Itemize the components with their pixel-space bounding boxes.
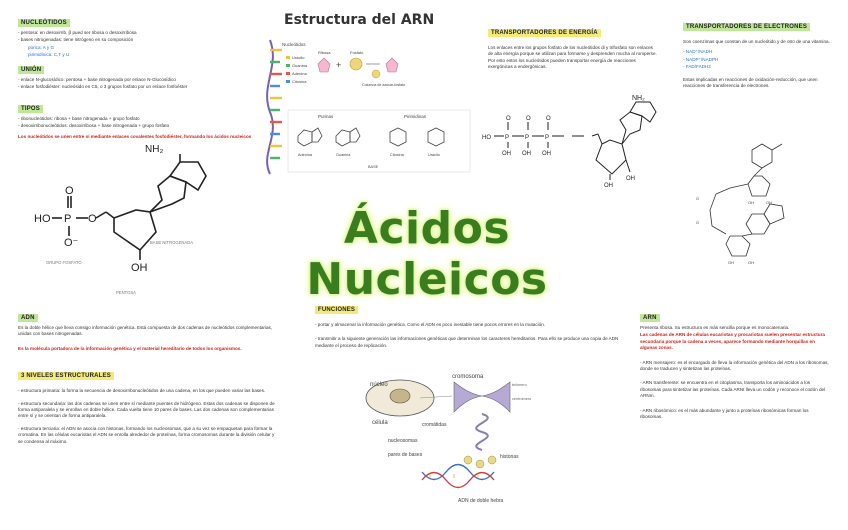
electrones-item-3: - FAD/FADH2 [683,64,711,70]
arn-text: Presenta ribosa. Su estructura es más sencilla porque es monocatenaria. [640,325,790,330]
nivel-primaria: - estructura primaria: la forma la secuencia de desoxirribonucleótidos de una cadena, en los que pueden variar las bases. [18,388,266,394]
transportadores-energia-section [488,21,658,72]
ribosa-label: Ribosa [318,50,331,55]
svg-text:O: O [696,196,700,201]
label-pares: pares de bases [388,452,423,458]
nivel-terciaria: - estructura terciaria: el ADN se asocia con histonas, formando los nucleosomas, que a su vez se empaquetan para formar la cromatina. En las células eucariotas el ADN se enrolla alrededor de proteínas, forma cromosomas durante la división celular y se condensa al máximo. [18,425,275,444]
atp-oh1-label: OH [502,151,511,157]
atp-ho-label: HO [482,135,491,141]
atp-o1-label: O [506,116,511,122]
pirimidinas-label: Pirimidinas [404,114,427,119]
svg-text:OH: OH [748,260,754,265]
o-bridge-label: O [88,213,97,225]
nad-structure-diagram [690,140,840,270]
tipos-line-1: - ribonucleótidos: ribosa + base nitrogenada + grupo fosfato [18,116,140,121]
svg-text:OH: OH [748,200,754,205]
arn-heading: ARN [640,314,660,322]
transportadores-electrones-section [683,15,833,90]
nucleotide-structure-diagram [30,140,260,300]
atp-oh3-label: OH [542,151,551,157]
union-line-2: - enlace fosfodiéster: nucleósido en C5, o 3 grupos fosfato por un enlace fosfoéster [18,84,188,90]
adn-section [18,306,280,446]
label-celula: célula [372,420,388,426]
atp-o2-label: O [526,116,531,122]
arn-section [640,306,830,421]
legend-heading: Nucleótidos [282,42,306,47]
atp-oh4-label: OH [604,183,613,189]
fosfato-label: Fosfato [350,50,364,55]
transportadores-electrones-heading: TRANSPORTADORES DE ELECTRONES [683,23,810,31]
legend-citosina: Citosina [292,79,307,84]
main-title: Ácidos Nucleicos [306,203,548,305]
tipos-section [18,97,263,141]
label-nucleosomas: nucleosomas [388,438,418,444]
svg-text:OH: OH [728,260,734,265]
chromosome-diagram [362,368,562,518]
nh2-label: NH₂ [145,144,164,155]
niveles-heading: 3 NIVELES ESTRUCTURALES [18,372,114,380]
grupo-fosfato-caption: GRUPO FOSFATO [46,260,82,265]
pentosa-caption: PENTOSA [116,290,136,295]
legend-uracilo: Uracilo [292,55,305,60]
tipos-line-2: - desoxirribonucleótidos: desoxirribosa + base nitrogenada + grupo fosfato [18,123,170,129]
purina-adenina: Adenina [298,153,312,157]
oh-label: OH [131,262,148,274]
nucleotidos-section [18,11,258,60]
tipos-heading: TIPOS [18,105,43,113]
o-minus-label: O⁻ [64,237,79,249]
electrones-item-1: - NAD⁺/NADH [683,49,713,55]
arn-structure-diagram [258,36,476,176]
arn-red-text: Las cadenas de ARN de células eucariotas y procariotas suelen presentar estructura secundaria porque la cadena a veces, aparece formando mediante horquillas en algunas zonas. [640,332,825,351]
arn-item-mensajero: - ARN mensajero: es el encargado de lleva la información genética del ADN a los ribosomas, donde se traducen y sintetizan las proteínas. [640,359,829,372]
nivel-secundaria: - estructura secundaria: las dos cadenas se unen entre sí mediante puentes de hidrógeno. Estas dos cadenas se disponen de forma antiparalela y se enrollan en doble hélice. Cada vuelta tiene 10 pares de bases. Las dos cadenas son complementarias entre sí y se orientan de forma antiparalela. [18,400,275,419]
atp-p2-label: P [525,135,530,141]
transportadores-electrones-text: Son coenzimas que constan de un nucleótido y de otro de una vitamina. [683,39,830,44]
label-adn-doble: ADN de doble hebra [458,498,504,504]
funciones-section [315,298,625,350]
label-cromatidas: cromátidas [422,422,447,428]
label-telomero: telómero [512,383,527,387]
adn-text: Es la doble hélice que lleva consigo información genética. Está compuesta de dos cadenas de nucleótidos complementarias, unidas con bases nitrogenadas. [18,325,273,337]
label-centromero: centrómero [512,397,532,401]
union-heading: UNIÓN [18,66,44,74]
svg-text:OH: OH [766,200,772,205]
label-nucleo: núcleo [370,382,388,388]
transportadores-electrones-text2: Estas implicadas en reacciones de oxidación-reducción, que unen reacciones de transferencia de electrones. [683,76,818,89]
union-line-1: - enlace N-glucosídico: pentosa + base nitrogenada por enlace N-Glucosídico [18,77,176,82]
atp-o3-label: O [546,116,551,122]
label-histonas: histonas [500,454,519,460]
purina-guanina: Guanina [336,153,351,157]
o-top-label: O [65,185,74,197]
backbone-label: Columna de azúcar-fosfato [362,83,406,87]
electrones-item-2: - NADP⁺/NADPH [683,56,719,62]
label-cromosoma: cromosoma [452,374,484,380]
funcion-1: - portar y almacenar la información genética. Como el ADN es poco inestable tiene pocos errores en la mutación. [315,322,546,327]
p-label: P [64,213,72,225]
atp-p1-label: P [505,135,510,141]
ho-label: HO [34,213,51,225]
atp-oh5-label: OH [626,176,635,182]
transportadores-energia-heading: TRANSPORTADORES DE ENERGÍA [488,29,601,37]
funciones-heading: FUNCIONES [315,306,358,314]
legend-guanina: Guanina [292,63,308,68]
union-section [18,58,258,92]
nucleotidos-heading: NUCLEÓTIDOS [18,19,70,27]
atp-oh2-label: OH [522,151,531,157]
funcion-2: - transmitir a la siguiente generación las informaciones genéticas que determinan los caracteres hereditarios. Para ello se produce una copia de ADN mediante el proceso de replicación. [315,336,619,348]
atp-structure-diagram [480,94,670,192]
purinas-label: Purinas [318,114,334,119]
plus-sign: + [336,60,342,70]
nucleotidos-line-1: - pentosa: en desoxirrib. β pued ser ribosa o desoxirribosa [18,30,137,35]
adn-heading: ADN [18,314,38,322]
atp-nh2-label: NH₂ [632,95,645,102]
nucleotidos-sub-1: púrica: A y G [28,44,55,50]
adn-red-text: Es la molécula portadora de la información genética y el material hereditario de todos los organismos. [18,345,242,351]
legend-adenina: Adenina [292,71,307,76]
arn-item-transferente: - ARN transferente: se encuentra en el citoplasma, transporta los aminoácidos a los ribosomas para sintetizar las proteínas. Cada ARNt lleva un codón y reconoce el codón del ARNm. [640,380,826,399]
tipos-note: Los nucleótidos se unen entre sí mediante enlaces covalentes fosfodiéster, formando los ácidos nucleicos [18,133,252,139]
nucleotidos-sub-2: pirimidínica: C,T y U [28,52,70,58]
pirimidina-citosina: Citosina [390,153,404,157]
base-nitrogenada-caption: BASE NITROGENADA [150,240,194,245]
svg-text:O: O [696,220,700,225]
estructura-arn-title: Estructura del ARN [284,12,435,28]
base-caption: BASE [368,165,379,169]
pirimidina-uracilo: Uracilo [428,153,440,157]
nucleotidos-line-2: - bases nitrogenadas: tiene nitrógeno en su composición [18,37,134,43]
transportadores-energia-text: Los enlaces entre los grupos fosfato de los nucleótidos di y trifosfato son enlaces de alta energía porque se utilizan para formarse y desprenden mucha al romperse. Por esto estos los nucleótidos pueden transportar energía de reacciones exergónicas a endergónicas. [488,45,657,70]
arn-item-ribosomico: - ARN ribosómico: es el más abundante y junto a proteínas ribosómicas forman los ribosomas. [640,407,809,420]
atp-p3-label: P [545,135,550,141]
